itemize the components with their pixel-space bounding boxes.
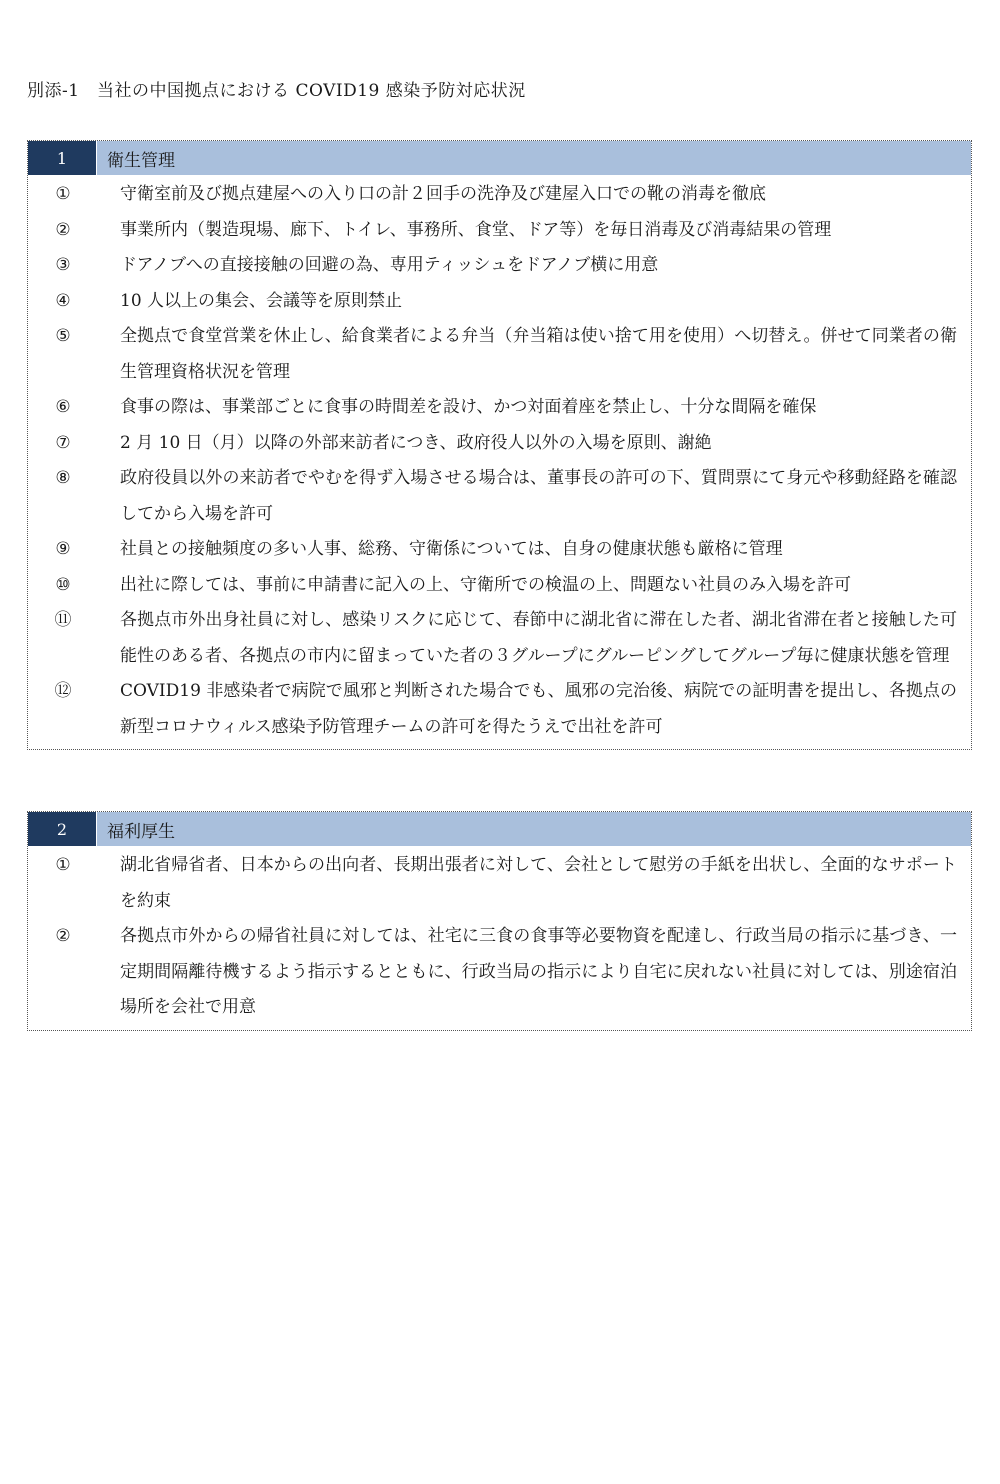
item-text: ドアノブへの直接接触の回避の為、専用ティッシュをドアノブ横に用意 xyxy=(120,255,659,275)
item-text: 2 月 10 日（月）以降の外部来訪者につき、政府役人以外の入場を原則、謝絶 xyxy=(120,432,712,453)
item-text: 食事の際は、事業部ごとに食事の時間差を設け、かつ対面着座を禁止し、十分な間隔を確保 xyxy=(120,397,817,417)
item-number: ⑫ xyxy=(54,681,72,701)
list-item xyxy=(28,568,971,604)
section-number: 2 xyxy=(28,812,96,846)
item-text: 各拠点市外からの帰省社員に対しては、社宅に三食の食事等必要物資を配達し、行政当局の指示に基づき、一定期間隔離待機するよう指示するとともに、行政当局の指示により自宅に戻れない社員に対しては、別途宿泊場所を会社で用意 xyxy=(120,926,957,1017)
item-text: 事業所内（製造現場、廊下、トイレ、事務所、食堂、ドア等）を毎日消毒及び消毒結果の管理 xyxy=(120,219,832,240)
item-number: ② xyxy=(55,219,71,240)
list-item xyxy=(28,532,971,568)
list-item xyxy=(28,213,971,249)
item-number: ⑪ xyxy=(54,610,72,630)
item-list xyxy=(28,175,971,749)
section-header xyxy=(28,141,971,175)
list-item xyxy=(28,426,971,462)
item-number: ④ xyxy=(55,290,71,311)
section-welfare xyxy=(27,811,972,1031)
list-item xyxy=(28,674,971,745)
section-title: 福利厚生 xyxy=(96,812,971,846)
item-text: 守衛室前及び拠点建屋への入り口の計２回手の洗浄及び建屋入口での靴の消毒を徹底 xyxy=(120,184,766,204)
section-title: 衛生管理 xyxy=(96,141,971,175)
list-item xyxy=(28,248,971,284)
item-text: 各拠点市外出身社員に対し、感染リスクに応じて、春節中に湖北省に滞在した者、湖北省滞在者と接触した可能性のある者、各拠点の市内に留まっていた者の３グループにグルーピングしてグループ毎に健康状態を管理 xyxy=(120,610,957,666)
item-number: ⑩ xyxy=(55,574,71,595)
item-number: ① xyxy=(55,184,71,204)
item-number: ⑦ xyxy=(55,432,71,453)
list-item xyxy=(28,848,971,919)
item-number: ⑥ xyxy=(55,397,71,417)
list-item xyxy=(28,919,971,1026)
item-text: 社員との接触頻度の多い人事、総務、守衛係については、自身の健康状態も厳格に管理 xyxy=(120,539,783,559)
list-item xyxy=(28,390,971,426)
item-number: ⑨ xyxy=(55,539,71,559)
item-text: 出社に際しては、事前に申請書に記入の上、守衛所での検温の上、問題ない社員のみ入場を許可 xyxy=(120,574,851,595)
item-text: 10 人以上の集会、会議等を原則禁止 xyxy=(120,290,403,311)
item-number: ② xyxy=(55,926,71,946)
section-header xyxy=(28,812,971,846)
item-text: 全拠点で食堂営業を休止し、給食業者による弁当（弁当箱は使い捨て用を使用）へ切替え。併せて同業者の衛生管理資格状況を管理 xyxy=(120,326,957,382)
item-text: 政府役員以外の来訪者でやむを得ず入場させる場合は、董事長の許可の下、質問票にて身元や移動経路を確認してから入場を許可 xyxy=(120,468,957,524)
list-item xyxy=(28,284,971,320)
list-item xyxy=(28,319,971,390)
item-text: 湖北省帰省者、日本からの出向者、長期出張者に対して、会社として慰労の手紙を出状し、全面的なサポートを約束 xyxy=(120,855,957,911)
item-number: ⑤ xyxy=(55,326,71,346)
list-item xyxy=(28,177,971,213)
list-item xyxy=(28,603,971,674)
item-number: ⑧ xyxy=(55,468,71,488)
item-text: COVID19 非感染者で病院で風邪と判断された場合でも、風邪の完治後、病院での証明書を提出し、各拠点の新型コロナウィルス感染予防管理チームの許可を得たうえで出社を許可 xyxy=(120,681,957,737)
section-hygiene-management xyxy=(27,140,972,750)
list-item xyxy=(28,461,971,532)
item-list xyxy=(28,846,971,1030)
item-number: ① xyxy=(55,855,71,875)
page-title: 別添-1 当社の中国拠点における COVID19 感染予防対応状況 xyxy=(27,81,526,101)
section-number: 1 xyxy=(28,141,96,175)
item-number: ③ xyxy=(55,255,71,275)
